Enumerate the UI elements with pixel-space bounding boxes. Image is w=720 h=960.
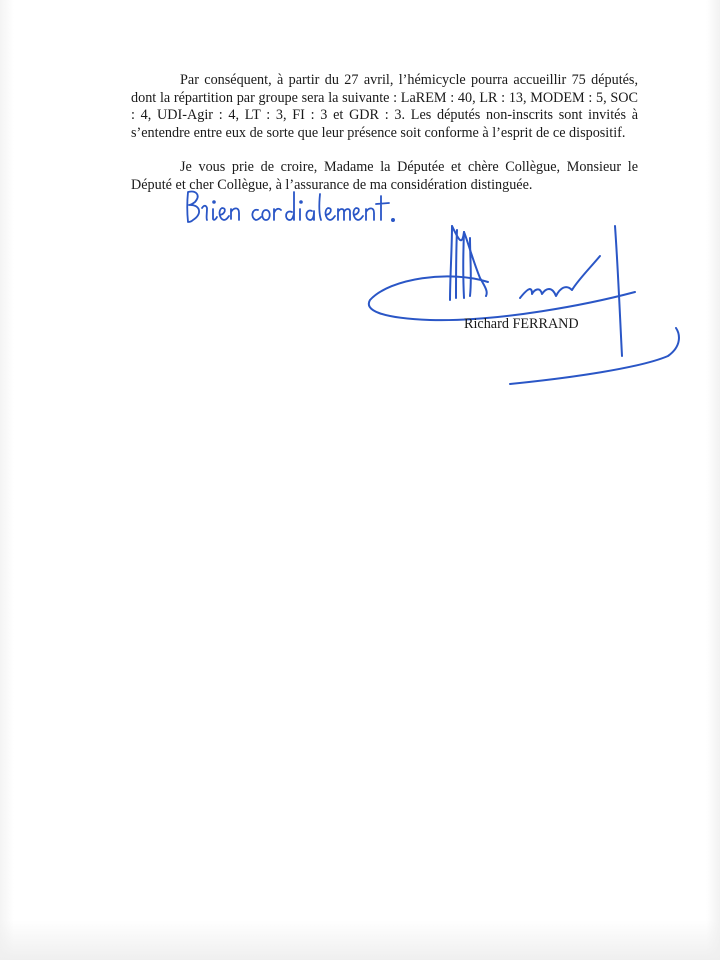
paragraph-closing: Je vous prie de croire, Madame la Députée et chère Collègue, Monsieur le Député et cher Collègue, à l’assurance de ma considération distinguée. [131, 159, 638, 193]
paragraph-allocation: Par conséquent, à partir du 27 avril, l’hémicycle pourra accueillir 75 députés, dont la répartition par groupe sera la suivante : LaREM : 40, LR : 13, MODEM : 5, SOC : 4, UDI-Agir : 4, LT : 3, FI : 3 et GDR : 3. Les députés non-inscrits sont invités à s’entendre entre eux de sorte que leur présence soit conforme à l’esprit de ce dispositif. [131, 72, 638, 141]
letter-body [131, 72, 638, 195]
signer-name: Richard FERRAND [464, 316, 579, 332]
signature [360, 218, 690, 393]
